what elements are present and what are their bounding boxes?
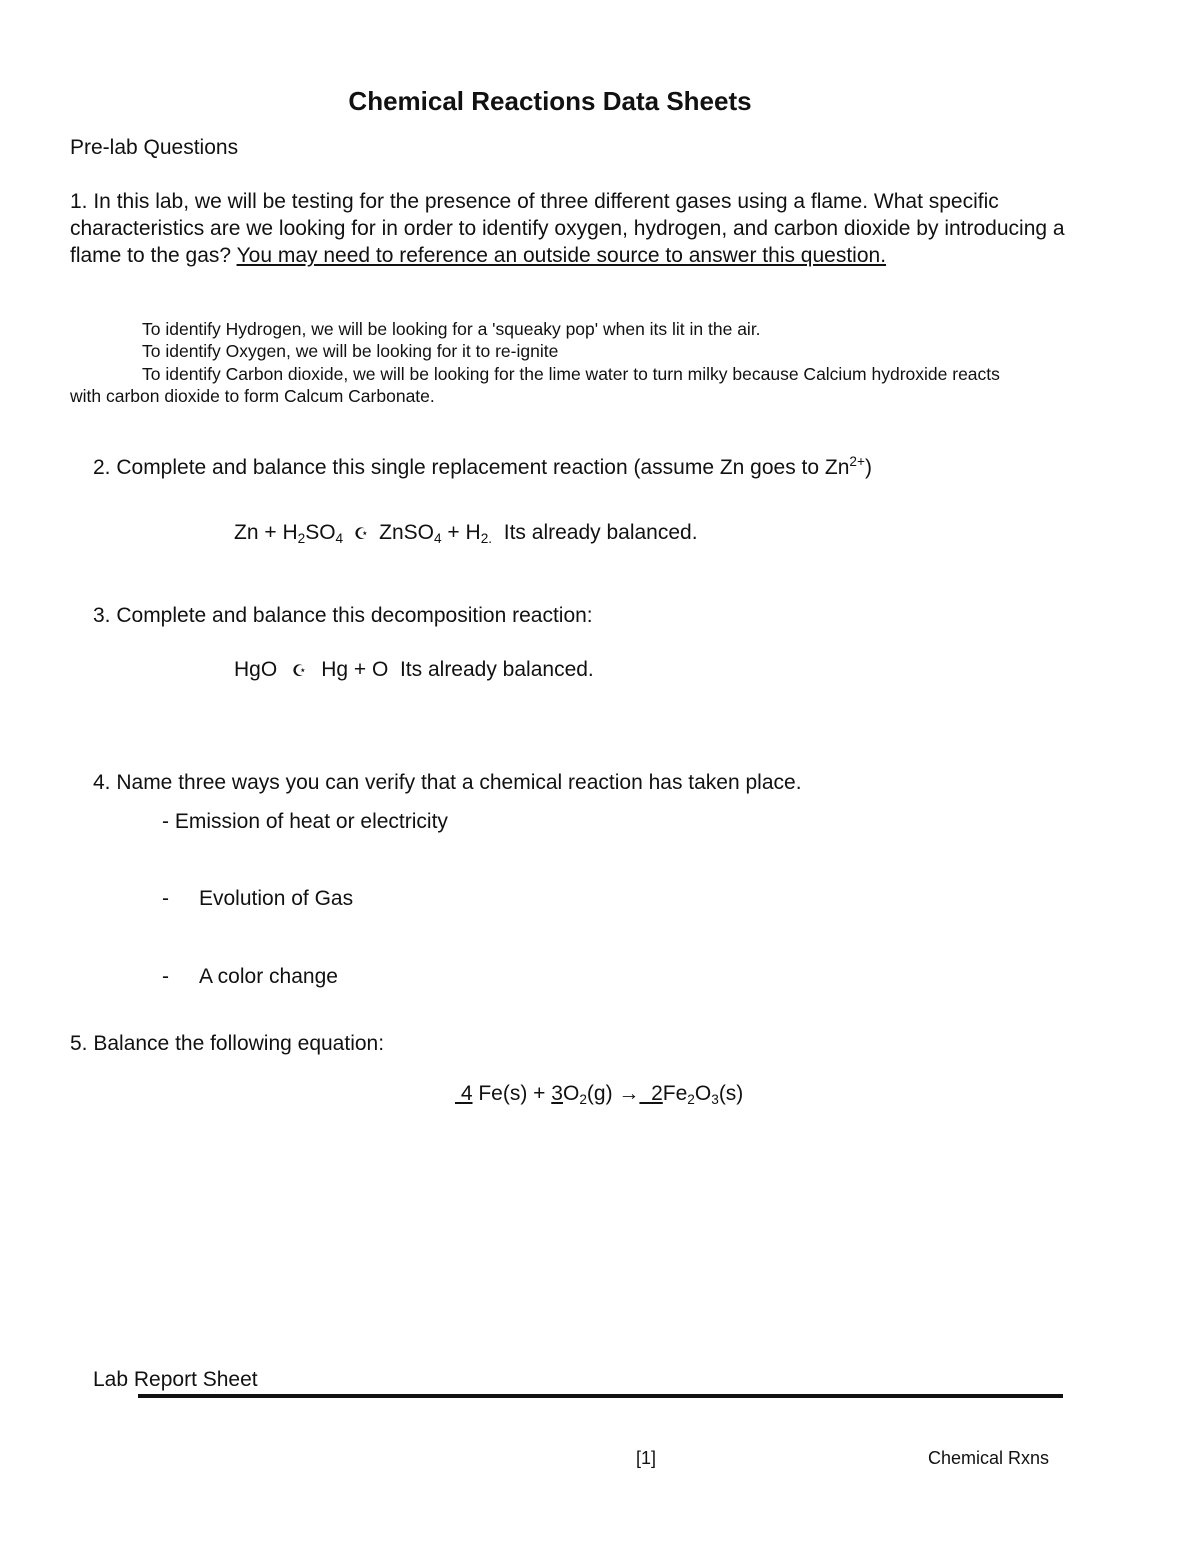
question-1-instruction: You may need to reference an outside source to answer this question. — [236, 244, 887, 267]
equation-3 — [234, 658, 594, 682]
eq-term: O — [562, 1082, 580, 1105]
section-heading: Pre-lab Questions — [70, 136, 239, 159]
superscript: 2+ — [849, 454, 865, 469]
eq-subscript: 3 — [711, 1092, 719, 1107]
coefficient-blank: 4 — [455, 1082, 473, 1105]
arrow-icon: ☪ — [353, 526, 369, 543]
equation-2 — [234, 521, 698, 546]
page-title: Chemical Reactions Data Sheets — [348, 86, 752, 116]
eq-subscript: 2. — [480, 531, 493, 546]
eq-subscript: 4 — [434, 531, 442, 546]
eq-note: Its already balanced. — [492, 521, 698, 544]
list-bullet: - — [162, 887, 169, 910]
eq-subscript: 4 — [335, 531, 344, 546]
question-1-text: 1. In this lab, we will be testing for the presence of three different gases using a flame. What specific characteristics are we looking for in order to identify oxygen, hydrogen, and carbon dioxide by introducing a flame to the gas? — [70, 190, 1065, 267]
question-5: 5. Balance the following equation: — [70, 1032, 385, 1055]
eq-term: SO — [305, 521, 336, 544]
list-bullet: - — [162, 965, 169, 988]
question-2 — [93, 454, 872, 480]
eq-term: Fe — [662, 1082, 688, 1105]
answer-1-carbon-dioxide-cont: with carbon dioxide to form Calcum Carbonate. — [70, 386, 435, 406]
eq-term: O — [694, 1082, 712, 1105]
eq-term: Zn + H — [234, 521, 298, 544]
eq-term: (s) — [718, 1082, 744, 1105]
eq-term: Fe(s) + — [472, 1082, 552, 1105]
list-item: - Emission of heat or electricity — [162, 810, 448, 833]
answer-1-hydrogen: To identify Hydrogen, we will be looking for a 'squeaky pop' when its lit in the air. — [142, 319, 761, 339]
footer-divider — [138, 1394, 1063, 1398]
eq-term: (g) → — [586, 1082, 640, 1105]
eq-subscript: 2 — [297, 531, 306, 546]
question-2-close: ) — [864, 456, 872, 479]
eq-subscript: 2 — [687, 1092, 695, 1107]
arrow-icon: ☪ — [292, 663, 307, 680]
answer-1-carbon-dioxide: To identify Carbon dioxide, we will be looking for the lime water to turn milky because Calcium hydroxide reacts — [142, 364, 1000, 384]
list-item: Evolution of Gas — [199, 887, 354, 910]
question-1 — [70, 188, 1080, 269]
eq-subscript: 2 — [579, 1092, 587, 1107]
footer-section-label: Lab Report Sheet — [93, 1368, 258, 1391]
coefficient-blank: 2 — [639, 1082, 663, 1105]
eq-term: Hg + O Its already balanced. — [321, 658, 594, 681]
eq-term: ZnSO — [379, 521, 434, 544]
list-item: A color change — [199, 965, 338, 988]
eq-term: HgO — [234, 658, 278, 681]
footer-doc-label: Chemical Rxns — [928, 1448, 1050, 1468]
eq-term: + H — [441, 521, 481, 544]
answer-1-oxygen: To identify Oxygen, we will be looking for it to re-ignite — [142, 341, 559, 361]
question-2-text: 2. Complete and balance this single replacement reaction (assume Zn goes to Zn — [93, 456, 850, 479]
question-4: 4. Name three ways you can verify that a chemical reaction has taken place. — [93, 771, 802, 794]
equation-5 — [455, 1082, 743, 1107]
page-number: [1] — [636, 1448, 657, 1468]
coefficient-blank: 3 — [551, 1082, 563, 1105]
question-3: 3. Complete and balance this decomposition reaction: — [93, 604, 593, 627]
